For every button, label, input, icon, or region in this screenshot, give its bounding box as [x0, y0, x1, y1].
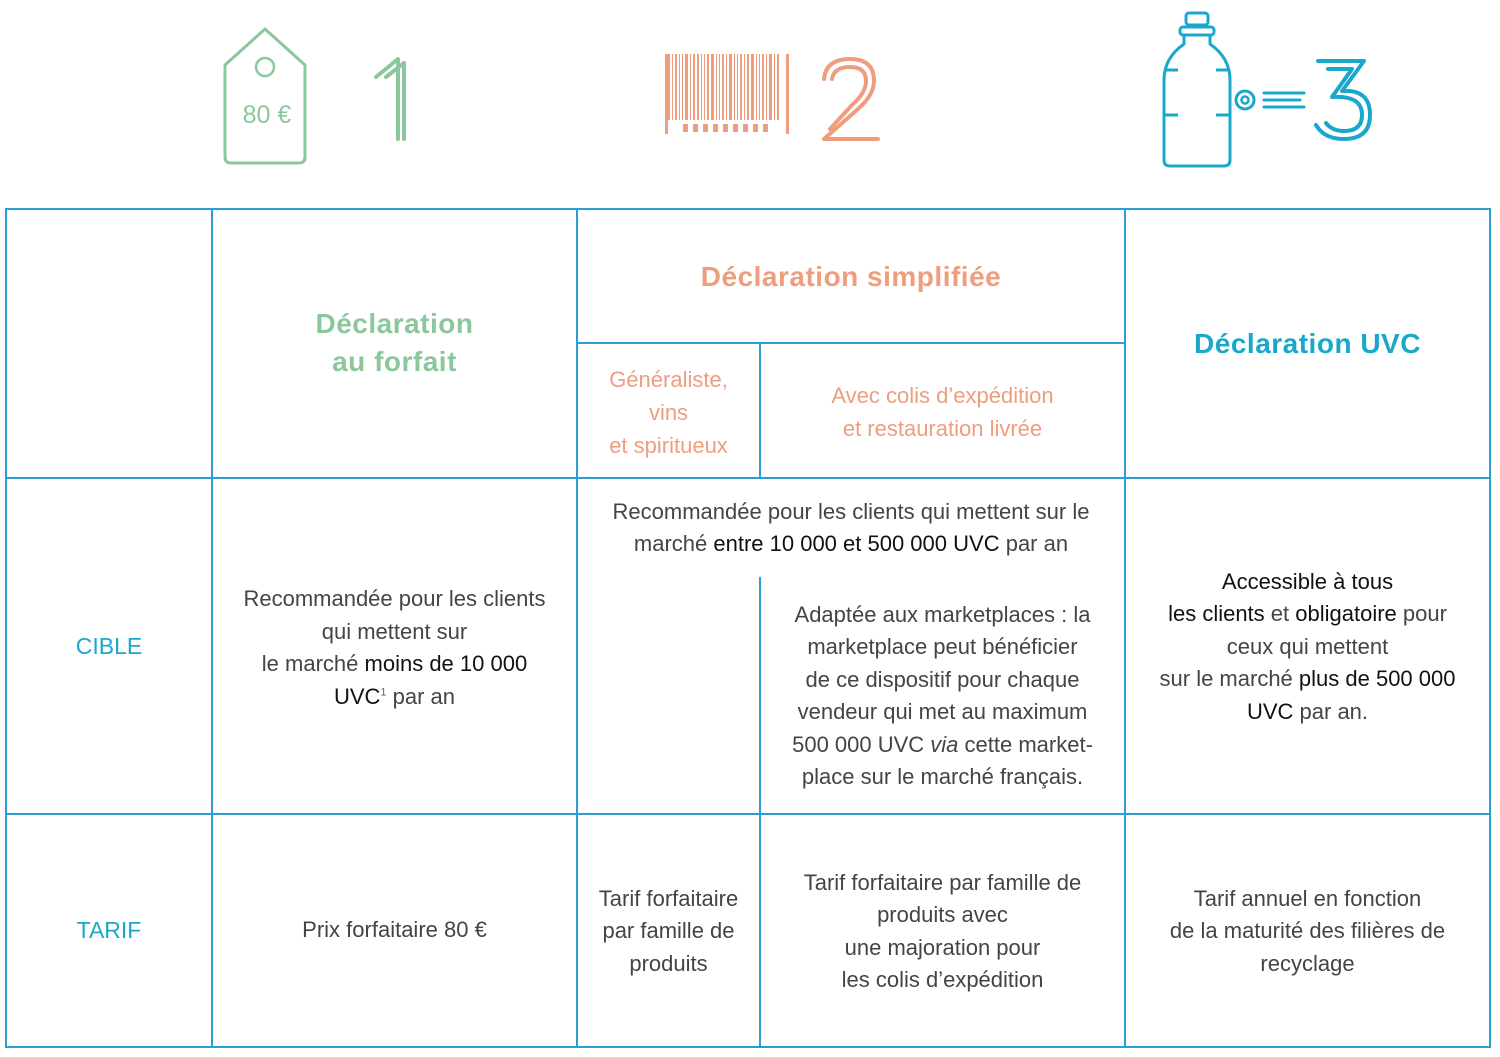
cible-uvc-line2d: pour [1396, 601, 1447, 627]
cible-uvc-line3: ceux qui mettent [1226, 633, 1389, 659]
step1-number: 1 [370, 55, 371, 56]
cible-uvc-line2b: et [1264, 601, 1296, 627]
tarif-generaliste [577, 882, 760, 981]
header-simplifiee: Déclaration simplifiée [700, 261, 1002, 292]
cible-forfait-line3b: moins de 10 000 [364, 651, 528, 676]
row-label-tarif: TARIF [76, 916, 142, 943]
subheader-generaliste [577, 362, 760, 462]
cible-uvc-line1 [1222, 566, 1393, 599]
tarif-colis-line4: les colis d’expédition [841, 967, 1044, 992]
cible-forfait-line4b: par an [386, 683, 456, 709]
tarif-uvc [1125, 882, 1490, 981]
cible-uvc-line4 [1160, 663, 1456, 696]
subheader-generaliste-line2: vins [648, 399, 689, 425]
header-uvc: Déclaration UVC [1194, 328, 1421, 359]
cible-forfait-line4a: UVC [333, 683, 381, 709]
footnote-marker: 1 [380, 686, 387, 699]
cible-uvc [1125, 565, 1490, 729]
cible-forfait-line2: qui mettent sur [321, 618, 468, 644]
cible-colis-line5c: cette market- [958, 731, 1093, 757]
cible-simplifiee [577, 495, 1125, 561]
cible-forfait-line3a: le marché [261, 651, 365, 676]
cible-colis-line6: place sur le marché français. [801, 764, 1084, 789]
cible-colis-line5 [792, 729, 1093, 762]
tarif-uvc-line2: de la maturité des filières de [1169, 918, 1446, 944]
tag-price-text: 80 € [242, 101, 292, 129]
subheader-generaliste-line3: et spiritueux [609, 432, 728, 458]
cible-uvc-line1-text: Accessible à tous [1221, 568, 1394, 594]
tarif-generaliste-line1: Tarif forfaitaire [598, 885, 739, 911]
cible-colis-line2: marketplace peut bénéficier [807, 634, 1078, 659]
cible-colis [760, 598, 1125, 794]
cible-simplifiee-line2a: marché [633, 531, 714, 556]
tarif-uvc-line3: recyclage [1260, 950, 1355, 976]
row-label-cible: CIBLE [75, 632, 143, 659]
tarif-forfait: Prix forfaitaire 80 € [302, 916, 487, 942]
tarif-colis-line2: produits avec [877, 902, 1008, 927]
tarif-colis [760, 866, 1125, 997]
cible-uvc-line4a: sur le marché [1159, 666, 1299, 692]
cible-simplifiee-line2 [634, 528, 1068, 561]
tarif-colis-line3: une majoration pour [844, 934, 1041, 960]
step3-number: 3 [1312, 55, 1313, 56]
tarif-generaliste-line3: produits [629, 950, 708, 976]
tarif-generaliste-line2: par famille de [602, 918, 735, 944]
subheader-generaliste-line1: Généraliste, [609, 366, 728, 392]
subheader-colis [760, 378, 1125, 446]
cible-simplifiee-line2c: par an [999, 531, 1069, 556]
tarif-uvc-line1: Tarif annuel en fonction [1193, 885, 1422, 911]
subheader-colis-line2: et restauration livrée [842, 416, 1043, 441]
cible-colis-line5a: 500 000 UVC [792, 731, 931, 757]
cible-colis-line4: vendeur qui met au maximum [797, 699, 1088, 724]
cible-uvc-line5a: UVC [1246, 698, 1294, 724]
step2-number: 2 [818, 55, 819, 56]
cible-forfait-line4 [334, 681, 455, 714]
cible-colis-line1: Adaptée aux marketplaces : la [794, 601, 1091, 627]
cible-colis-line3: de ce dispositif pour chaque [805, 666, 1080, 692]
cible-uvc-line4b: plus de 500 000 [1298, 666, 1456, 692]
cible-simplifiee-line2b: entre 10 000 et 500 000 UVC [713, 531, 1000, 556]
cible-uvc-line2 [1168, 598, 1447, 631]
header-forfait-line2: au forfait [332, 346, 457, 377]
cible-uvc-line2c: obligatoire [1295, 601, 1397, 627]
cible-uvc-line5b: par an. [1293, 698, 1369, 724]
cible-forfait [212, 582, 577, 714]
cible-uvc-line2a: les clients [1168, 601, 1265, 627]
cible-simplifiee-line1: Recommandée pour les clients qui mettent sur le [612, 498, 1090, 524]
cible-uvc-line5 [1247, 696, 1368, 729]
header-forfait-line1: Déclaration [315, 308, 474, 339]
cible-forfait-line1: Recommandée pour les clients [243, 586, 546, 611]
cible-colis-line5b: via [930, 731, 959, 757]
subheader-colis-line1: Avec colis d’expédition [831, 383, 1054, 408]
cible-forfait-line3 [262, 648, 527, 681]
tarif-colis-line1: Tarif forfaitaire par famille de [803, 869, 1082, 895]
header-forfait [212, 303, 577, 383]
